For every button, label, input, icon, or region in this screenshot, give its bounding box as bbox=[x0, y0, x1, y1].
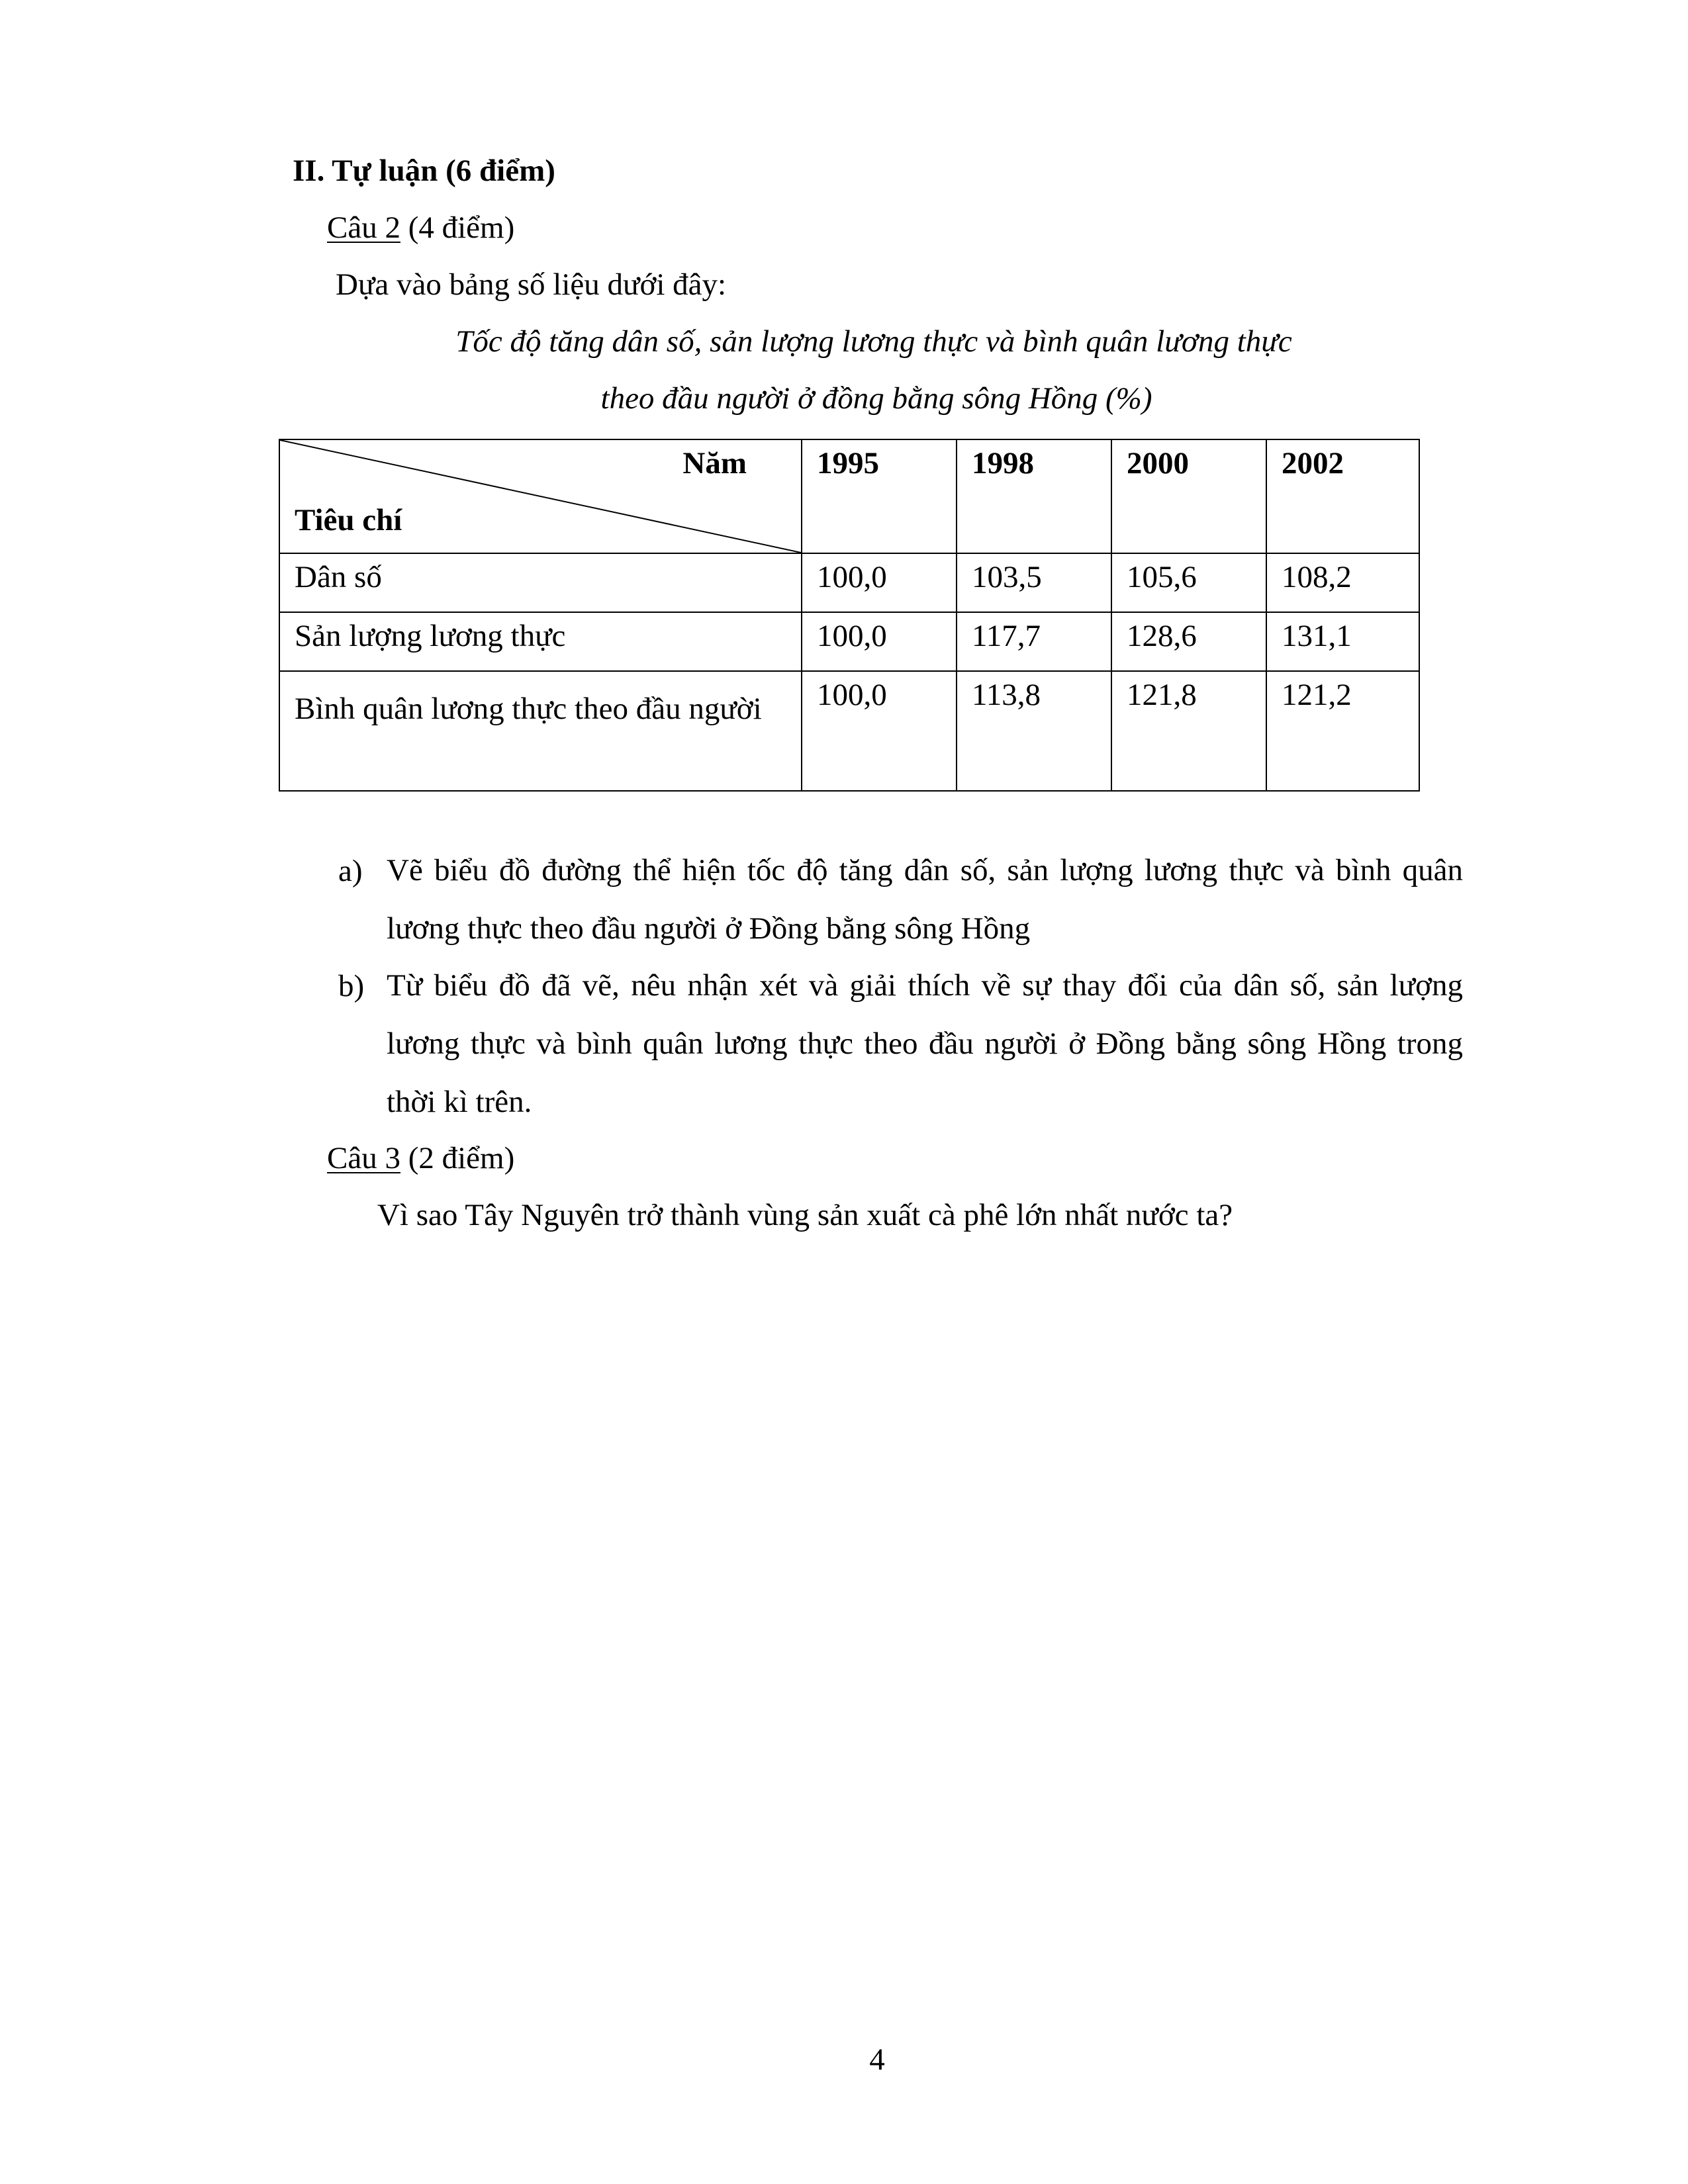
value-cell bbox=[1266, 612, 1419, 671]
cell-value: 121,8 bbox=[1127, 678, 1197, 712]
header-year: 2000 bbox=[1127, 446, 1189, 480]
cell-value: 131,1 bbox=[1282, 619, 1352, 653]
cell-value: 128,6 bbox=[1127, 619, 1197, 653]
row-criteria-cell bbox=[279, 671, 802, 791]
cell-value: 100,0 bbox=[817, 678, 887, 712]
task-b-text: Từ biểu đồ đã vẽ, nêu nhận xét và giải thích về sự thay đổi của dân số, sản lượng lương thực và bình quân lương thực theo đầu người ở Đồng bằng sông Hồng trong thời kì trên. bbox=[387, 968, 1463, 1119]
table-caption-line-1: Tốc độ tăng dân số, sản lượng lương thực và bình quân lương thực bbox=[455, 324, 1292, 359]
header-year: 1995 bbox=[817, 446, 879, 480]
value-cell bbox=[1266, 553, 1419, 612]
cell-value: 105,6 bbox=[1127, 560, 1197, 594]
row-criteria: Bình quân lương thực theo đầu người bbox=[295, 692, 762, 726]
question-3-label: Câu 3 bbox=[327, 1141, 400, 1175]
header-year: 2002 bbox=[1282, 446, 1344, 480]
question-2-label: Câu 2 bbox=[327, 210, 400, 245]
question-3-points: (2 điểm) bbox=[400, 1141, 515, 1175]
task-b-marker: b) bbox=[338, 969, 365, 1003]
page-number: 4 bbox=[869, 2042, 885, 2077]
header-criteria-label: Tiêu chí bbox=[295, 503, 402, 537]
cell-value: 113,8 bbox=[972, 678, 1041, 712]
value-cell bbox=[957, 671, 1111, 791]
row-criteria-cell bbox=[279, 612, 802, 671]
task-a-marker: a) bbox=[338, 854, 363, 888]
table-caption-line-2: theo đầu người ở đồng bằng sông Hồng (%) bbox=[600, 381, 1152, 416]
section-heading: II. Tự luận (6 điểm) bbox=[293, 154, 555, 188]
row-criteria: Dân số bbox=[295, 560, 382, 594]
question-3-text: Vì sao Tây Nguyên trở thành vùng sản xuất cà phê lớn nhất nước ta? bbox=[377, 1198, 1233, 1232]
value-cell bbox=[802, 671, 957, 791]
value-cell bbox=[957, 553, 1111, 612]
header-year-cell bbox=[1266, 439, 1419, 553]
table-row bbox=[279, 553, 1419, 612]
cell-value: 100,0 bbox=[817, 619, 887, 653]
cell-value: 117,7 bbox=[972, 619, 1041, 653]
row-criteria-cell bbox=[279, 553, 802, 612]
question-2-intro: Dựa vào bảng số liệu dưới đây: bbox=[336, 267, 727, 302]
value-cell bbox=[1111, 671, 1266, 791]
header-year-cell bbox=[1111, 439, 1266, 553]
header-year-label: Năm bbox=[682, 446, 747, 480]
value-cell bbox=[957, 612, 1111, 671]
row-criteria: Sản lượng lương thực bbox=[295, 619, 566, 653]
value-cell bbox=[1266, 671, 1419, 791]
header-year: 1998 bbox=[972, 446, 1034, 480]
table-corner-header bbox=[279, 439, 802, 553]
table-header-row bbox=[279, 439, 1419, 553]
table-row bbox=[279, 671, 1419, 791]
cell-value: 100,0 bbox=[817, 560, 887, 594]
task-a-text: Vẽ biểu đồ đường thể hiện tốc độ tăng dân số, sản lượng lương thực và bình quân lương thực theo đầu người ở Đồng bằng sông Hồng bbox=[387, 853, 1463, 946]
cell-value: 103,5 bbox=[972, 560, 1042, 594]
value-cell bbox=[802, 553, 957, 612]
value-cell bbox=[802, 612, 957, 671]
data-table bbox=[279, 439, 1419, 790]
question-3-heading bbox=[327, 1143, 514, 1174]
question-2-points: (4 điểm) bbox=[400, 210, 515, 245]
question-2-heading bbox=[327, 212, 514, 244]
table-row bbox=[279, 612, 1419, 671]
cell-value: 108,2 bbox=[1282, 560, 1352, 594]
header-year-cell bbox=[802, 439, 957, 553]
cell-value: 121,2 bbox=[1282, 678, 1352, 712]
value-cell bbox=[1111, 553, 1266, 612]
value-cell bbox=[1111, 612, 1266, 671]
header-year-cell bbox=[957, 439, 1111, 553]
